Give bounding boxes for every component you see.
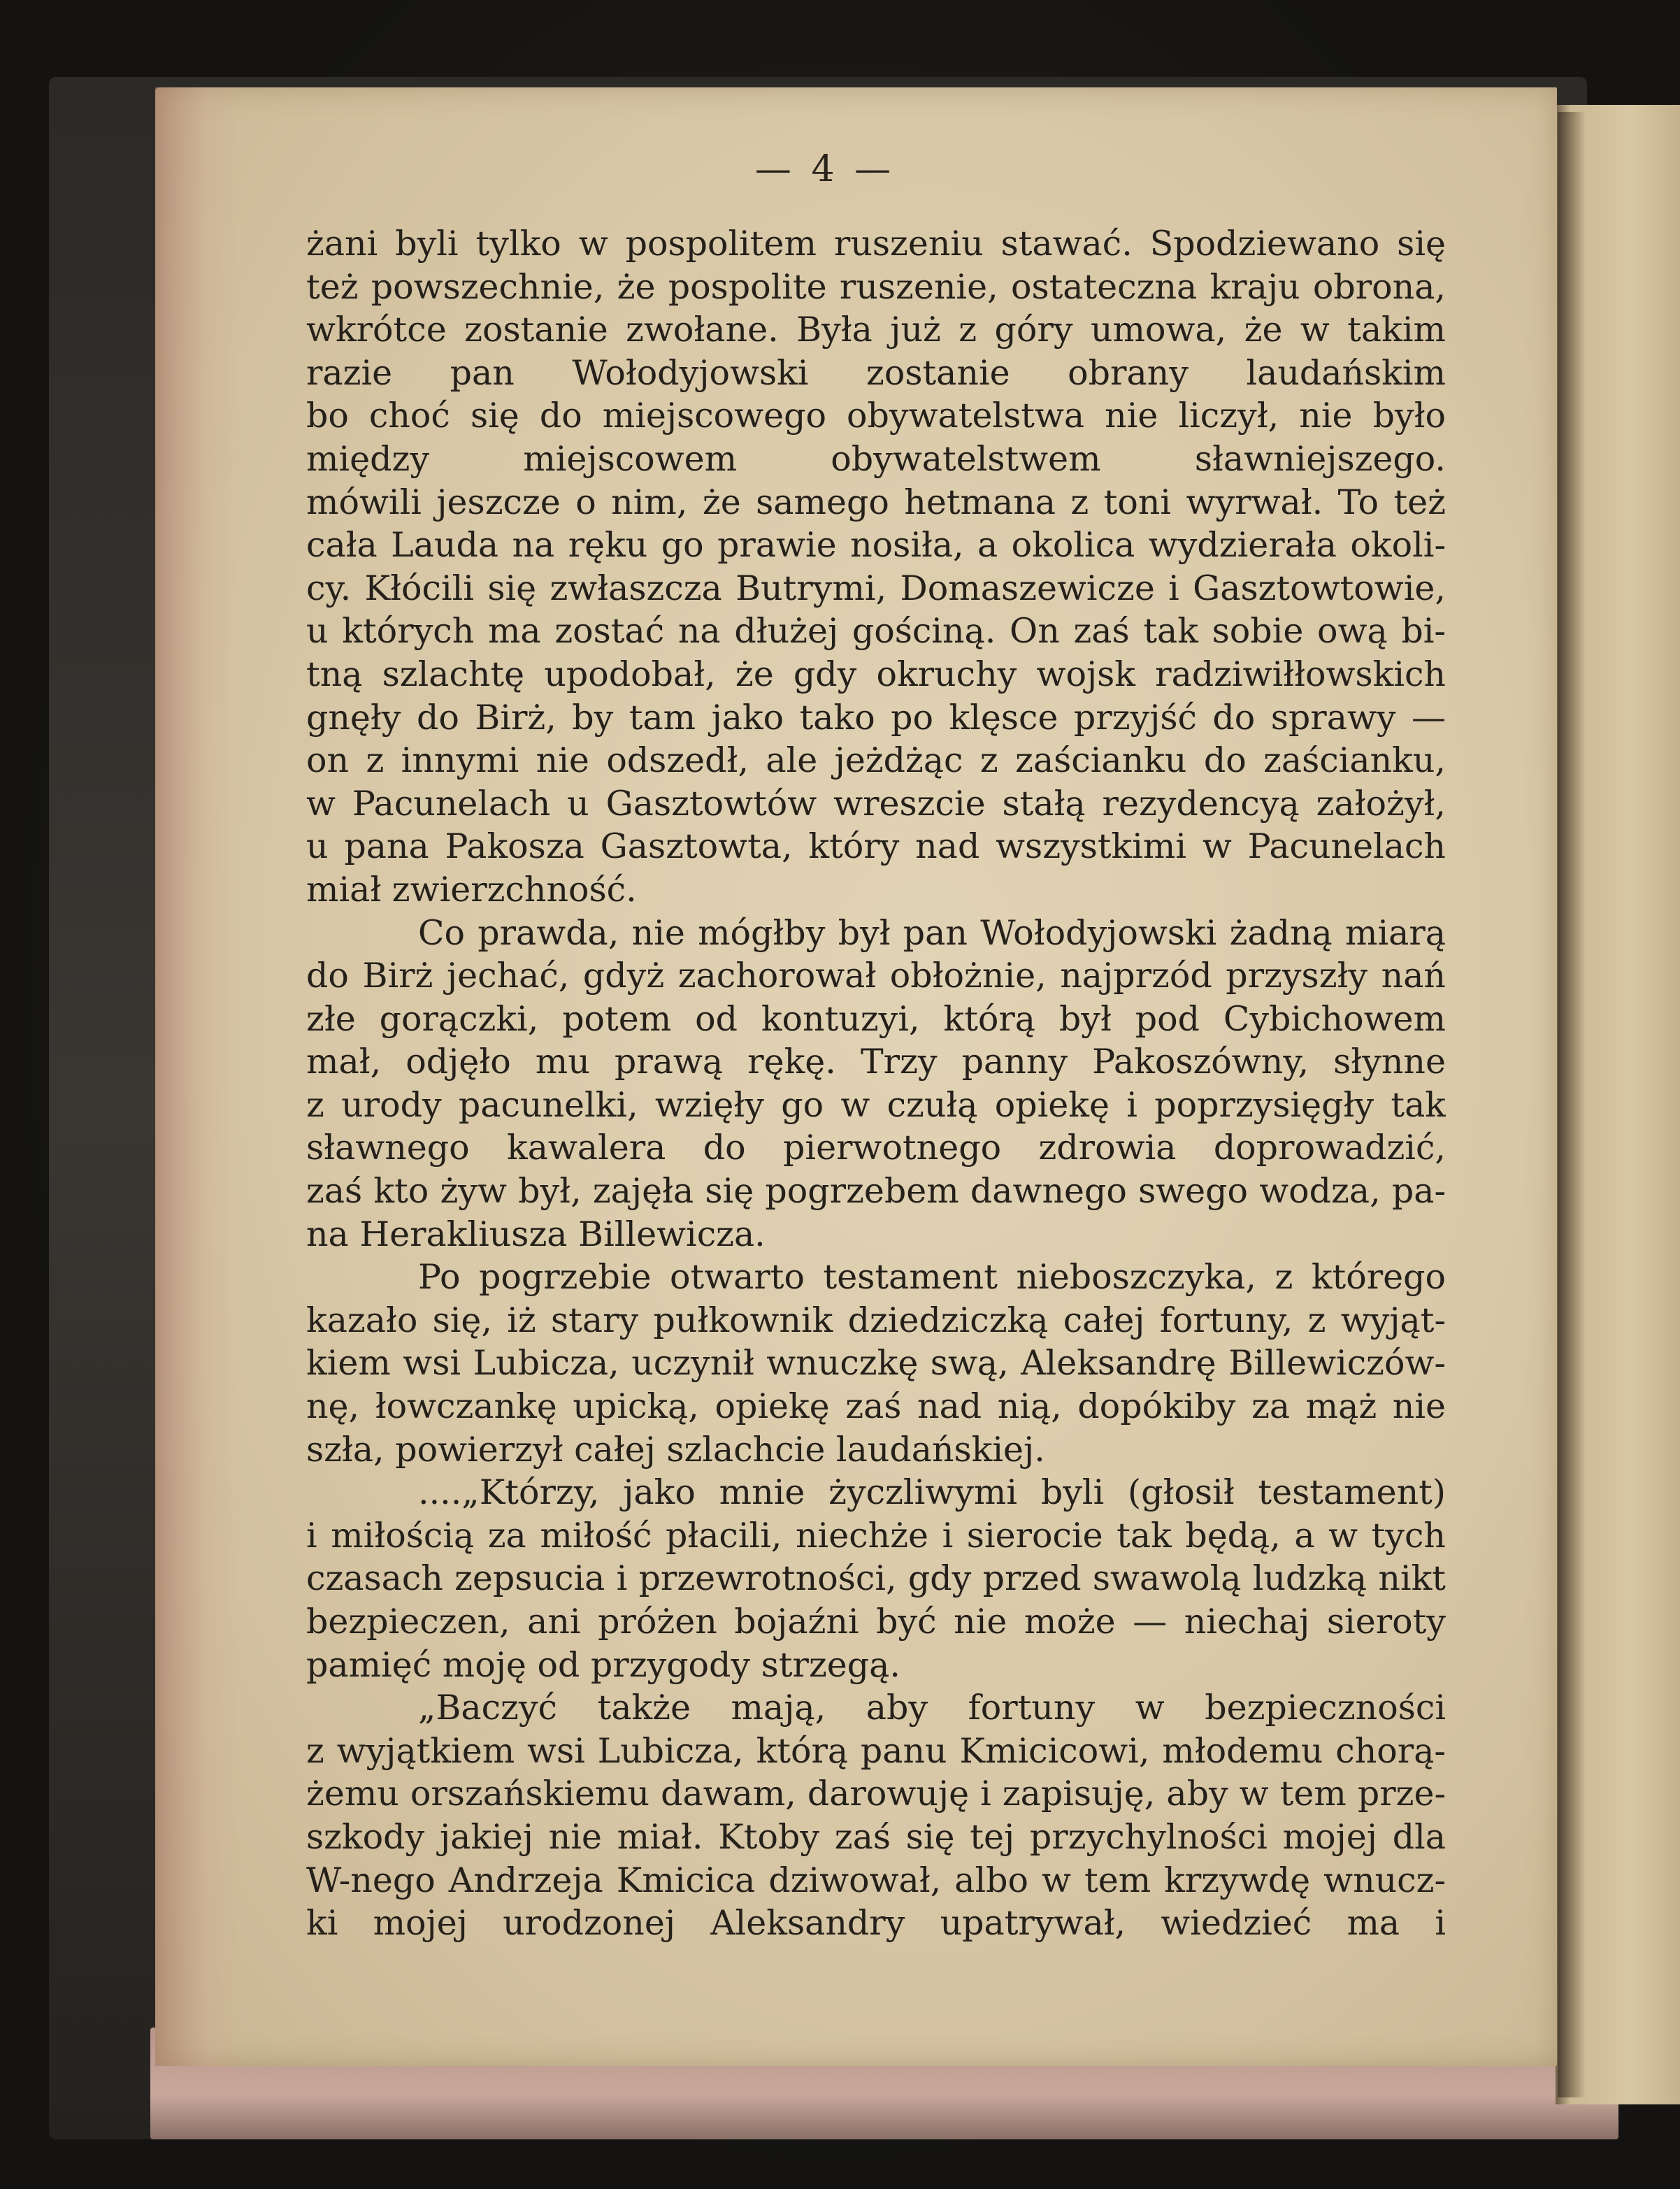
text-line: mał, odjęło mu prawą rękę. Trzy panny Pakoszówny, słynne (306, 1042, 1446, 1082)
text-line: wkrótce zostanie zwołane. Była już z góry umowa, że w takim (306, 310, 1446, 350)
text-line: pamięć moję od przygody strzegą. (306, 1644, 900, 1685)
text-line: żemu orszańskiemu dawam, darowuję i zapisuję, aby w tem prze- (306, 1774, 1446, 1814)
text-line: cy. Kłócili się zwłaszcza Butrymi, Domaszewicze i Gasztowtowie, (306, 568, 1446, 608)
text-line: kiem wsi Lubicza, uczynił wnuczkę swą, Aleksandrę Billewiczów- (306, 1343, 1446, 1384)
text-line: sławnego kawalera do pierwotnego zdrowia doprowadzić, (306, 1128, 1446, 1168)
text-line: czasach zepsucia i przewrotności, gdy przed swawolą ludzką nikt (306, 1558, 1446, 1599)
text-line: on z innymi nie odszedł, ale jeżdżąc z zaścianku do zaścianku, (306, 740, 1446, 781)
text-line: bezpieczen, ani próżen bojaźni być nie może — niechaj sieroty (306, 1602, 1446, 1642)
text-line: szkody jakiej nie miał. Ktoby zaś się tej przychylności mojej dla (306, 1816, 1446, 1857)
page-edge-discoloration (155, 87, 239, 2066)
text-line: z urody pacunelki, wzięły go w czułą opiekę i poprzysięgły tak (306, 1084, 1446, 1125)
text-line: tną szlachtę upodobał, że gdy okruchy wojsk radziwiłłowskich (306, 654, 1446, 694)
text-line: kazało się, iż stary pułkownik dziedziczką całej fortuny, z wyjąt- (306, 1300, 1446, 1340)
text-line: u których ma zostać na dłużej gościną. On zaś tak sobie ową bi- (306, 611, 1446, 652)
text-line: z wyjątkiem wsi Lubicza, którą panu Kmicicowi, młodemu chorą- (306, 1730, 1446, 1771)
text-line: szła, powierzył całej szlachcie laudańskiej. (306, 1429, 1045, 1470)
text-line: razie pan Wołodyjowski zostanie obrany laudańskim (306, 352, 1446, 393)
text-line: u pana Pakosza Gasztowta, który nad wszystkimi w Pacunelach (306, 826, 1446, 867)
text-line: mówili jeszcze o nim, że samego hetmana z toni wyrwał. To też (306, 482, 1446, 522)
page-header: — 4 — (754, 148, 896, 190)
page-body-text (306, 222, 1446, 1945)
text-line: ki mojej urodzonej Aleksandry upatrywał, wiedzieć ma i (306, 1903, 1446, 1944)
text-line: na Herakliusza Billewicza. (306, 1214, 766, 1254)
text-line: W-nego Andrzeja Kmicica dziwował, albo w tem krzywdę wnucz- (306, 1860, 1446, 1900)
text-line: ....„Którzy, jako mnie życzliwymi byli (głosił testament) (418, 1472, 1446, 1513)
text-line: nę, łowczankę upicką, opiekę zaś nad nią, dopókiby za mąż nie (306, 1386, 1446, 1427)
text-line: w Pacunelach u Gasztowtów wreszcie stałą rezydencyą założył, (306, 783, 1446, 824)
book-gutter (1558, 112, 1586, 2097)
text-line: „Baczyć także mają, aby fortuny w bezpieczności (418, 1688, 1446, 1728)
text-line: cała Lauda na ręku go prawie nosiła, a okolica wydzierała okoli- (306, 525, 1446, 566)
text-line: do Birż jechać, gdyż zachorował obłożnie, najprzód przyszły nań (306, 956, 1446, 996)
text-line: między miejscowem obywatelstwem sławniejszego. (306, 438, 1446, 479)
text-line: Po pogrzebie otwarto testament nieboszczyka, z którego (418, 1257, 1446, 1298)
text-line: też powszechnie, że pospolite ruszenie, ostateczna kraju obrona, (306, 266, 1446, 307)
text-line: miał zwierzchność. (306, 869, 637, 910)
text-line: żani byli tylko w pospolitem ruszeniu stawać. Spodziewano się (306, 224, 1446, 264)
text-line: Co prawda, nie mógłby był pan Wołodyjowski żadną miarą (418, 912, 1446, 953)
text-line: i miłością za miłość płacili, niechże i sierocie tak będą, a w tych (306, 1515, 1446, 1556)
text-line: złe gorączki, potem od kontuzyi, którą był pod Cybichowem (306, 998, 1446, 1039)
text-line: bo choć się do miejscowego obywatelstwa nie liczył, nie było (306, 396, 1446, 436)
text-line: zaś kto żyw był, zajęła się pogrzebem dawnego swego wodza, pa- (306, 1171, 1446, 1212)
text-line: gnęły do Birż, by tam jako tako po klęsce przyjść do sprawy — (306, 697, 1446, 738)
